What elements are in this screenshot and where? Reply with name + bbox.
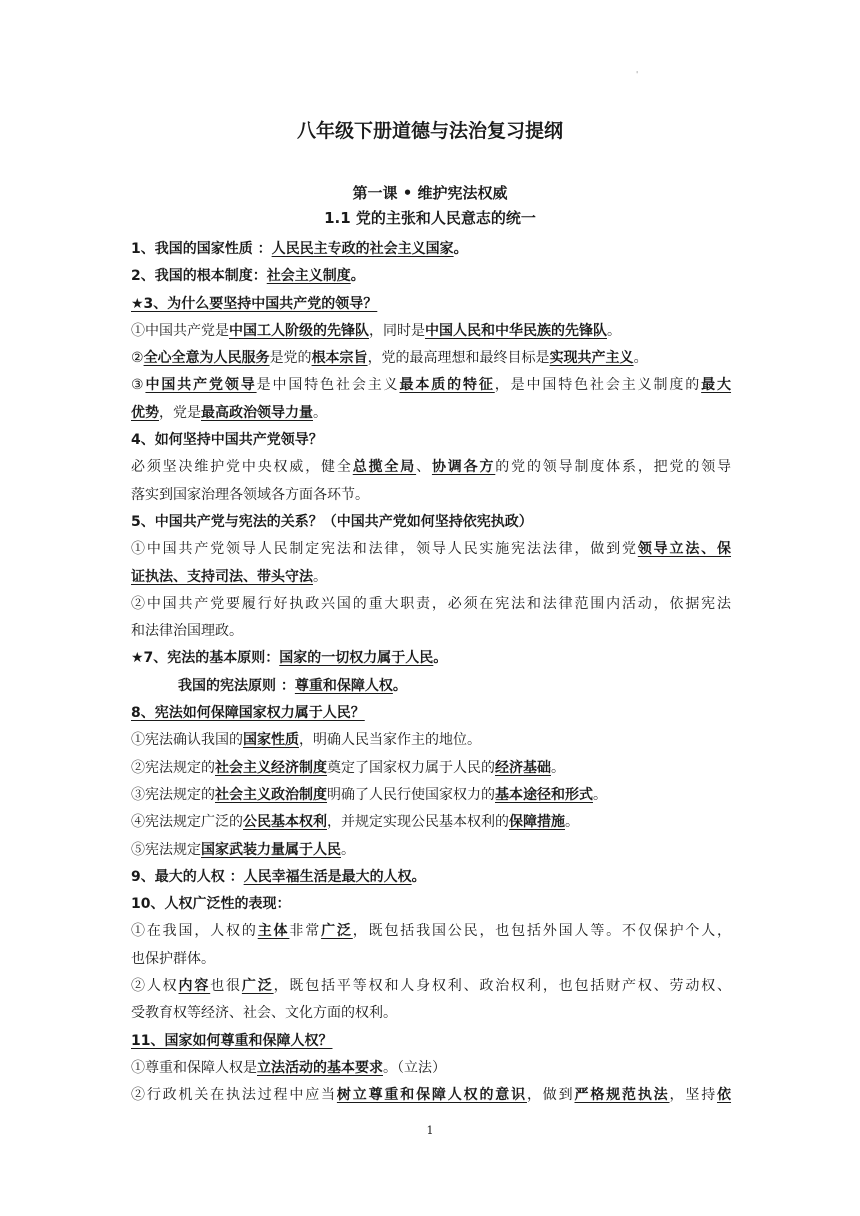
text-run: ①尊重和保障人权是 (131, 1059, 257, 1076)
text-run: ，既包括我国公民，也包括外国人等。不仅保护个人， (352, 923, 732, 940)
text-run: 明确了人民行使国家权力的 (327, 786, 495, 803)
emphasized-text: 中国共产党领导 (145, 377, 257, 394)
text-run: 。 (607, 322, 621, 339)
emphasized-text: 实现共产主义 (549, 350, 634, 367)
outline-text-line (131, 536, 731, 563)
text-run: 1、我国的国家性质 ： (131, 241, 272, 257)
emphasized-text: 领导立法、保 (637, 541, 732, 558)
emphasized-text: 全心全意为人民服务 (143, 350, 270, 367)
outline-text-line (131, 727, 731, 754)
outline-text-line (131, 1082, 731, 1109)
emphasized-text: 严格规范执法 (574, 1087, 670, 1104)
text-run: ，坚持 (669, 1087, 718, 1104)
text-run: 。 (633, 350, 648, 367)
emphasized-text: 总揽全局 (352, 459, 417, 476)
emphasized-text: 8、宪法如何保障国家权力属于人民？ (131, 705, 365, 722)
emphasized-text: 证执法、支持司法、带头守法 (131, 568, 313, 585)
emphasized-text: 最本质的特征 (399, 377, 495, 394)
emphasized-text: 立法活动的基本要求 (257, 1059, 383, 1076)
outline-text-line (131, 591, 731, 618)
outline-text-line (131, 782, 731, 809)
outline-text-line (131, 400, 731, 427)
emphasized-text: 国家的一切权力属于人民 (279, 650, 434, 667)
text-run: 必须坚决维护党中央权威，健全 (131, 459, 353, 476)
outline-text-line (131, 809, 731, 836)
outline-text-line (131, 454, 731, 481)
text-run: 落实到国家治理各领域各方面各环节。 (131, 486, 369, 503)
text-run: 4、如何坚持中国共产党领导？ (131, 432, 323, 449)
outline-heading-line (131, 509, 731, 536)
outline-text-line (131, 837, 731, 864)
outline-heading-line (131, 891, 731, 918)
outline-text-line (131, 918, 731, 945)
emphasized-text: 国家武装力量属于人民 (201, 841, 341, 858)
emphasized-text: 国家性质 (243, 732, 299, 749)
outline-text-line (131, 946, 731, 973)
emphasized-text: 主体 (257, 923, 290, 940)
outline-text-line (131, 482, 731, 509)
text-run: ②中国共产党要履行好执政兴国的重大职责，必须在宪法和法律范围内活动，依据宪法 (131, 595, 731, 612)
text-run: 是党的 (269, 350, 312, 367)
text-run: 我国的宪法原则 ： (178, 677, 295, 694)
emphasized-text: 广泛 (241, 978, 274, 995)
emphasized-text: 人民幸福生活是最大的人权 (243, 868, 412, 885)
emphasized-text: 保障措施 (509, 814, 565, 831)
outline-heading-line (131, 236, 731, 263)
outline-heading-line (131, 263, 731, 290)
outline-text-line (131, 1055, 731, 1082)
text-run: 。 (433, 650, 448, 667)
text-run: ，明确人民当家作主的地位。 (299, 732, 481, 749)
lesson-heading: 第一课 • 维护宪法权威 (352, 184, 508, 202)
outline-heading-line (131, 291, 731, 318)
text-run: ①宪法确认我国的 (131, 732, 243, 749)
text-run: 。 (453, 241, 468, 257)
text-run: 。 (565, 814, 579, 831)
outline-heading-line (131, 864, 731, 891)
text-run: 。 (392, 677, 407, 694)
text-run: ①中国共产党领导人民制定宪法和法律，领导人民实施宪法法律，做到党 (131, 541, 638, 558)
text-run: ，同时是 (369, 322, 425, 339)
text-run: 的党的领导制度体系，把党的领导 (495, 459, 732, 476)
text-run: 5、中国共产党与宪法的关系？（中国共产党如何坚持依宪执政） (131, 513, 533, 530)
text-run: 奠定了国家权力属于人民的 (327, 759, 495, 776)
outline-text-line (131, 372, 731, 399)
text-run: ③宪法规定的 (131, 786, 215, 803)
outline-heading-line (131, 1028, 731, 1055)
text-run: 10、人权广泛性的表现： (131, 896, 291, 913)
emphasized-text: 社会主义政治制度 (215, 786, 327, 803)
text-run: 。 (411, 868, 426, 885)
emphasized-text: 广泛 (321, 923, 353, 940)
emphasized-text: 经济基础 (495, 759, 551, 776)
text-run: 9、最大的人权 ： (131, 868, 244, 885)
text-run: ，既包括平等权和人身权利、政治权利，也包括财产权、劳动权、 (273, 978, 732, 995)
outline-text-line (131, 318, 731, 345)
text-run: ①中国共产党是 (131, 322, 229, 339)
page-number: 1 (426, 1124, 434, 1137)
outline-text-line (131, 973, 731, 1000)
outline-text-line (131, 1000, 731, 1027)
emphasized-text: 协调各方 (431, 459, 496, 476)
section-heading: 1.1 党的主张和人民意志的统一 (324, 209, 536, 227)
outline-text-line (131, 345, 731, 372)
emphasized-text: 树立尊重和保障人权的意识 (336, 1087, 527, 1104)
emphasized-text: 最大 (701, 377, 732, 394)
page-mark: ' (636, 70, 639, 79)
text-run: 是中国特色社会主义 (256, 377, 400, 394)
emphasized-text: 基本途径和形式 (495, 786, 593, 803)
emphasized-text: 内容 (178, 978, 211, 995)
text-run: ★7、宪法的基本原则： (131, 650, 280, 667)
text-run: 。 (313, 568, 327, 585)
emphasized-text: 中国人民和中华民族的先锋队 (425, 322, 607, 339)
text-run: 。 (341, 841, 355, 858)
outline-heading-line (131, 700, 731, 727)
outline-heading-line (131, 427, 731, 454)
outline-heading-line (131, 673, 731, 700)
text-run: ，党的最高理想和最终目标是 (367, 350, 550, 367)
emphasized-text: 人民民主专政的社会主义国家 (271, 241, 454, 257)
text-run: ②行政机关在执法过程中应当 (131, 1087, 337, 1104)
text-run: 非常 (289, 923, 322, 940)
outline-body (131, 236, 731, 1110)
text-run: ④宪法规定广泛的 (131, 814, 243, 831)
outline-text-line (131, 564, 731, 591)
text-run: ，是中国特色社会主义制度的 (494, 377, 702, 394)
text-run: 。 (350, 268, 365, 285)
text-run: 和法律治国理政。 (131, 623, 243, 640)
text-run: 、 (416, 459, 432, 476)
text-run: 受教育权等经济、社会、文化方面的权利。 (131, 1005, 397, 1022)
text-run: ③ (131, 377, 146, 394)
text-run: 。（立法） (383, 1059, 446, 1076)
emphasized-text: 社会主义制度 (266, 268, 351, 285)
emphasized-text: ★3、为什么要坚持中国共产党的领导？ (131, 295, 378, 312)
emphasized-text: 11、国家如何尊重和保障人权？ (131, 1032, 333, 1049)
text-run: ② (131, 350, 144, 367)
emphasized-text: 依 (717, 1087, 732, 1104)
outline-heading-line (131, 645, 731, 672)
emphasized-text: 公民基本权利 (243, 814, 327, 831)
text-run: 。 (593, 786, 607, 803)
emphasized-text: 最高政治领导力量 (201, 404, 313, 421)
text-run: 也保护群体。 (131, 950, 215, 967)
outline-text-line (131, 618, 731, 645)
outline-text-line (131, 755, 731, 782)
emphasized-text: 尊重和保障人权 (294, 677, 393, 694)
text-run: 。 (551, 759, 565, 776)
text-run: ①在我国，人权的 (131, 923, 258, 940)
text-run: 。 (313, 404, 327, 421)
text-run: 也很 (210, 978, 242, 995)
text-run: ，做到 (526, 1087, 575, 1104)
text-run: ⑤宪法规定 (131, 841, 201, 858)
emphasized-text: 根本宗旨 (311, 350, 368, 367)
emphasized-text: 中国工人阶级的先锋队 (229, 322, 369, 339)
emphasized-text: 社会主义经济制度 (215, 759, 327, 776)
text-run: ，并规定实现公民基本权利的 (327, 814, 509, 831)
text-run: 2、我国的根本制度： (131, 268, 267, 285)
text-run: ，党是 (159, 404, 201, 421)
document-title: 八年级下册道德与法治复习提纲 (296, 120, 563, 142)
text-run: ②人权 (131, 978, 179, 995)
emphasized-text: 优势 (131, 404, 159, 421)
text-run: ②宪法规定的 (131, 759, 215, 776)
